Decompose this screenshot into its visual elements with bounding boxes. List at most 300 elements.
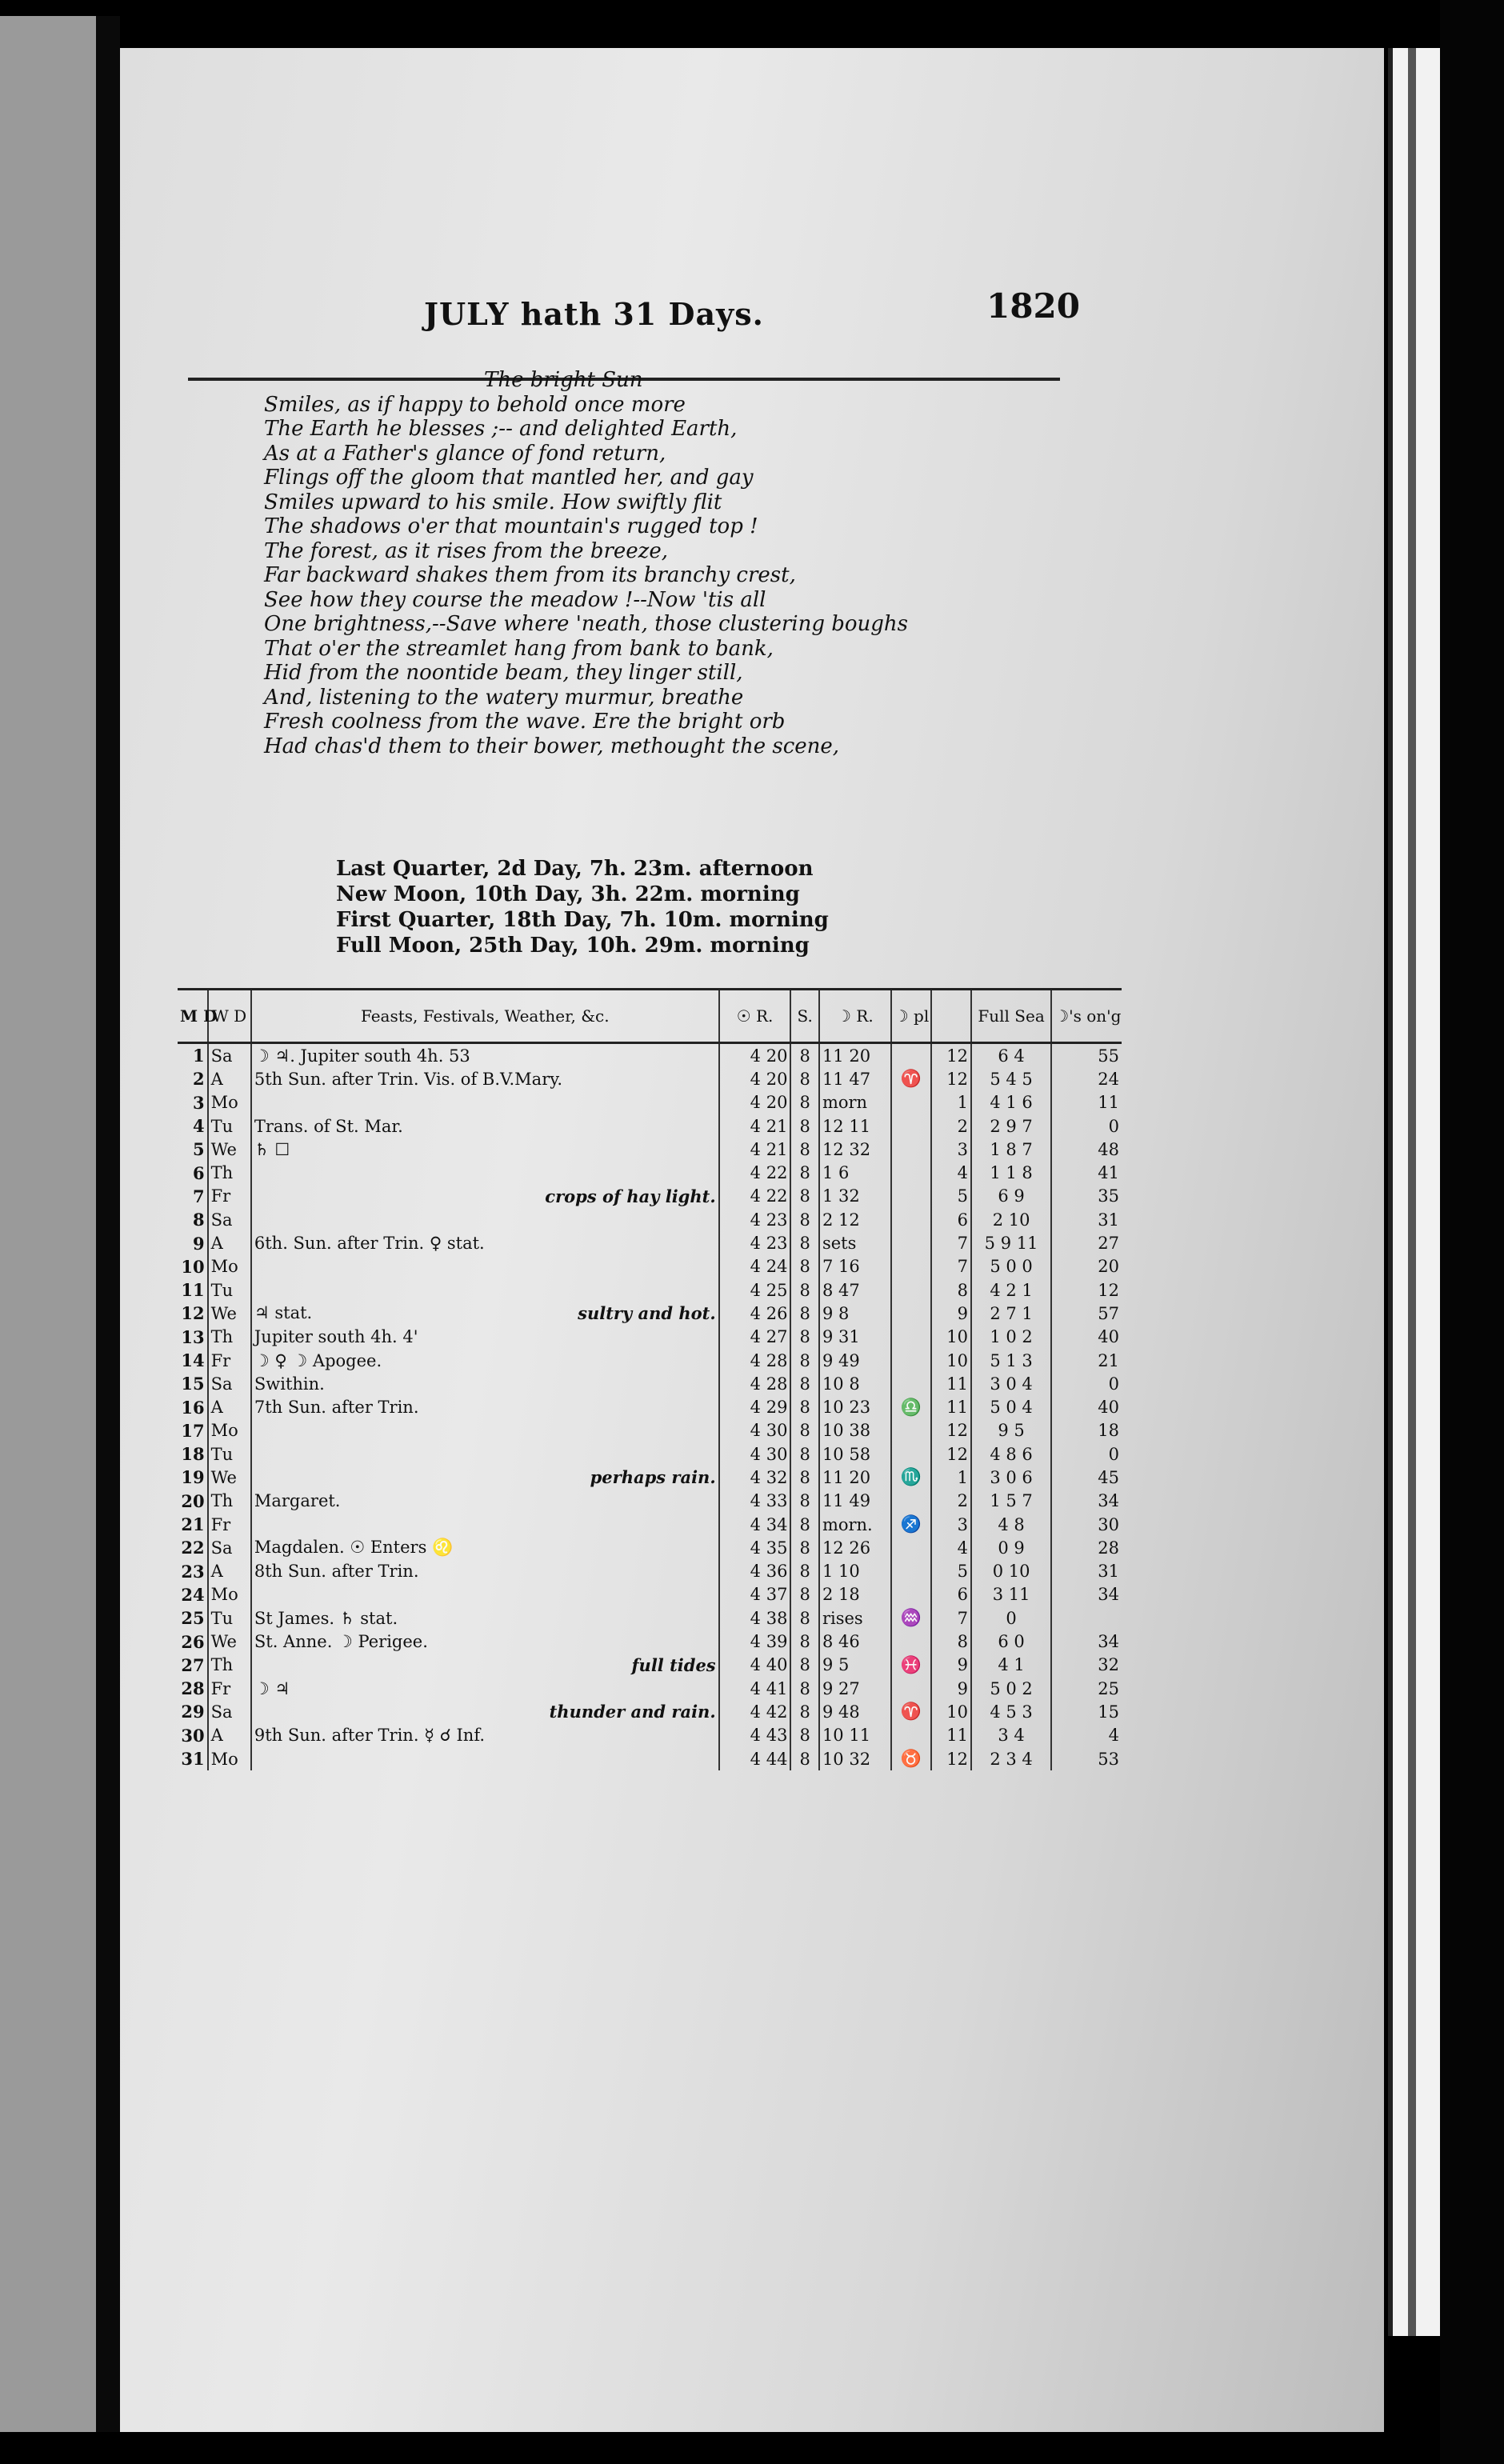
cell-sun-sets: 8 bbox=[790, 1395, 819, 1418]
cell-moon-southing: 41 bbox=[1051, 1161, 1122, 1184]
cell-week-day: A bbox=[208, 1724, 251, 1747]
cell-week-day: Fr bbox=[208, 1677, 251, 1700]
cell-month-day: 2 bbox=[192, 1069, 205, 1090]
cell-full-sea: 0 bbox=[971, 1606, 1051, 1630]
cell-moon-place bbox=[891, 1677, 931, 1700]
cell-month-day: 29 bbox=[181, 1702, 205, 1722]
table-row bbox=[178, 1208, 1122, 1231]
cell-week-day: Tu bbox=[208, 1114, 251, 1138]
cell-moon-rises: morn bbox=[819, 1091, 891, 1114]
poem-line: Hid from the noontide beam, they linger still, bbox=[264, 661, 743, 685]
cell-moon-place bbox=[891, 1349, 931, 1372]
cell-feasts bbox=[251, 1185, 719, 1208]
cell-feasts: ☽ ♀ ☽ Apogee. bbox=[251, 1349, 719, 1372]
cell-week-day: We bbox=[208, 1466, 251, 1489]
poem-line: Fresh coolness from the wave. Ere the bright orb bbox=[264, 710, 786, 734]
cell-sun-sets: 8 bbox=[790, 1724, 819, 1747]
cell-month-day: 23 bbox=[181, 1561, 205, 1582]
cell-moon-rises: 12 26 bbox=[819, 1536, 891, 1559]
cell-full-sea: 5 0 0 bbox=[971, 1255, 1051, 1278]
poem-line: That o'er the streamlet hang from bank to bank, bbox=[264, 636, 774, 661]
cell-full-sea-hour: 2 bbox=[931, 1114, 971, 1138]
page-title: JULY hath 31 Days. bbox=[424, 296, 764, 332]
cell-moon-place bbox=[891, 1091, 931, 1114]
cell-moon-southing: 4 bbox=[1051, 1724, 1122, 1747]
cell-full-sea-hour: 11 bbox=[931, 1395, 971, 1418]
cell-sun-rises: 4 33 bbox=[719, 1490, 791, 1513]
cell-month-day: 5 bbox=[192, 1139, 205, 1160]
cell-moon-rises: 11 20 bbox=[819, 1043, 891, 1068]
cell-full-sea-hour: 5 bbox=[931, 1185, 971, 1208]
cell-moon-rises: 9 31 bbox=[819, 1326, 891, 1349]
table-row bbox=[178, 1372, 1122, 1395]
cell-feasts: ☽ ♃ bbox=[251, 1677, 719, 1700]
cell-sun-rises: 4 23 bbox=[719, 1208, 791, 1231]
cell-moon-place bbox=[891, 1161, 931, 1184]
header-week-day: W D bbox=[208, 990, 251, 1043]
cell-sun-sets: 8 bbox=[790, 1185, 819, 1208]
cell-week-day: Sa bbox=[208, 1536, 251, 1559]
cell-full-sea-hour: 12 bbox=[931, 1442, 971, 1466]
cell-full-sea-hour: 7 bbox=[931, 1255, 971, 1278]
cell-feasts bbox=[251, 1442, 719, 1466]
table-row bbox=[178, 1255, 1122, 1278]
cell-moon-place: ♈ bbox=[891, 1700, 931, 1723]
cell-month-day: 8 bbox=[192, 1210, 205, 1230]
header-sun-sets: S. bbox=[790, 990, 819, 1043]
cell-sun-rises: 4 28 bbox=[719, 1372, 791, 1395]
cell-full-sea-hour: 8 bbox=[931, 1630, 971, 1653]
cell-sun-rises: 4 21 bbox=[719, 1138, 791, 1161]
cell-moon-rises: 9 5 bbox=[819, 1654, 891, 1677]
feast-text: ♃ stat. bbox=[254, 1303, 313, 1323]
scan-border bbox=[1440, 0, 1504, 2464]
cell-feasts bbox=[251, 1513, 719, 1536]
cell-moon-rises: 7 16 bbox=[819, 1255, 891, 1278]
cell-moon-rises: morn. bbox=[819, 1513, 891, 1536]
cell-sun-sets: 8 bbox=[790, 1442, 819, 1466]
cell-feasts: ♄ ☐ bbox=[251, 1138, 719, 1161]
poem-line: Smiles upward to his smile. How swiftly flit bbox=[264, 490, 722, 514]
cell-sun-sets: 8 bbox=[790, 1583, 819, 1606]
cell-full-sea: 4 8 bbox=[971, 1513, 1051, 1536]
cell-full-sea-hour: 10 bbox=[931, 1326, 971, 1349]
cell-moon-place: ♈ bbox=[891, 1067, 931, 1090]
cell-week-day: Th bbox=[208, 1490, 251, 1513]
cell-month-day: 15 bbox=[181, 1374, 205, 1394]
cell-sun-sets: 8 bbox=[790, 1326, 819, 1349]
cell-month-day: 22 bbox=[181, 1538, 205, 1558]
cell-moon-rises: 10 32 bbox=[819, 1747, 891, 1770]
cell-month-day: 13 bbox=[181, 1326, 205, 1347]
cell-full-sea-hour: 6 bbox=[931, 1208, 971, 1231]
table-row bbox=[178, 1583, 1122, 1606]
cell-moon-place bbox=[891, 1490, 931, 1513]
page-year: 1820 bbox=[986, 286, 1080, 326]
cell-full-sea: 3 0 4 bbox=[971, 1372, 1051, 1395]
cell-feasts bbox=[251, 1255, 719, 1278]
header-moon-place: ☽ pl bbox=[891, 990, 931, 1043]
cell-full-sea-hour: 7 bbox=[931, 1231, 971, 1254]
cell-moon-place bbox=[891, 1208, 931, 1231]
cell-moon-place bbox=[891, 1442, 931, 1466]
cell-full-sea-hour: 10 bbox=[931, 1349, 971, 1372]
table-row bbox=[178, 1654, 1122, 1677]
cell-feasts bbox=[251, 1091, 719, 1114]
cell-week-day: A bbox=[208, 1067, 251, 1090]
cell-week-day: Th bbox=[208, 1161, 251, 1184]
right-page-edge-shadow bbox=[1408, 48, 1416, 2336]
cell-moon-place: ♉ bbox=[891, 1747, 931, 1770]
table-row bbox=[178, 1043, 1122, 1068]
cell-week-day: Mo bbox=[208, 1419, 251, 1442]
cell-feasts bbox=[251, 1466, 719, 1489]
cell-feasts bbox=[251, 1654, 719, 1677]
header-feasts: Feasts, Festivals, Weather, &c. bbox=[251, 990, 719, 1043]
calendar-body bbox=[178, 1043, 1122, 1771]
cell-week-day: Tu bbox=[208, 1442, 251, 1466]
cell-feasts: Trans. of St. Mar. bbox=[251, 1114, 719, 1138]
cell-moon-southing: 40 bbox=[1051, 1395, 1122, 1418]
cell-feasts: ☽ ♃. Jupiter south 4h. 53 bbox=[251, 1043, 719, 1068]
table-row bbox=[178, 1349, 1122, 1372]
calendar-table bbox=[178, 988, 1122, 1770]
cell-moon-southing: 53 bbox=[1051, 1747, 1122, 1770]
cell-moon-rises: 9 48 bbox=[819, 1700, 891, 1723]
cell-sun-sets: 8 bbox=[790, 1138, 819, 1161]
cell-sun-rises: 4 42 bbox=[719, 1700, 791, 1723]
cell-moon-rises: 11 20 bbox=[819, 1466, 891, 1489]
cell-week-day: A bbox=[208, 1395, 251, 1418]
cell-sun-rises: 4 38 bbox=[719, 1606, 791, 1630]
cell-moon-rises: 8 46 bbox=[819, 1630, 891, 1653]
table-row bbox=[178, 1419, 1122, 1442]
table-row bbox=[178, 1700, 1122, 1723]
cell-full-sea: 2 3 4 bbox=[971, 1747, 1051, 1770]
cell-sun-rises: 4 27 bbox=[719, 1326, 791, 1349]
poem-line: One brightness,--Save where 'neath, those clustering boughs bbox=[264, 612, 909, 636]
cell-feasts bbox=[251, 1302, 719, 1325]
cell-feasts bbox=[251, 1419, 719, 1442]
cell-moon-southing: 0 bbox=[1051, 1372, 1122, 1395]
cell-sun-sets: 8 bbox=[790, 1654, 819, 1677]
cell-full-sea-hour: 10 bbox=[931, 1700, 971, 1723]
poem bbox=[264, 368, 1064, 758]
cell-week-day: Mo bbox=[208, 1747, 251, 1770]
cell-full-sea: 5 1 3 bbox=[971, 1349, 1051, 1372]
cell-moon-place bbox=[891, 1302, 931, 1325]
cell-sun-sets: 8 bbox=[790, 1536, 819, 1559]
cell-week-day: We bbox=[208, 1630, 251, 1653]
cell-moon-rises: 1 10 bbox=[819, 1560, 891, 1583]
cell-moon-southing: 57 bbox=[1051, 1302, 1122, 1325]
cell-month-day: 9 bbox=[192, 1233, 205, 1254]
cell-full-sea: 9 5 bbox=[971, 1419, 1051, 1442]
cell-month-day: 16 bbox=[181, 1397, 205, 1418]
cell-moon-rises: 10 23 bbox=[819, 1395, 891, 1418]
cell-moon-rises: 8 47 bbox=[819, 1278, 891, 1302]
cell-month-day: 25 bbox=[181, 1608, 205, 1629]
table-row bbox=[178, 1442, 1122, 1466]
cell-moon-place bbox=[891, 1724, 931, 1747]
cell-moon-place: ♓ bbox=[891, 1654, 931, 1677]
cell-sun-sets: 8 bbox=[790, 1747, 819, 1770]
cell-feasts: Swithin. bbox=[251, 1372, 719, 1395]
cell-week-day: Tu bbox=[208, 1278, 251, 1302]
cell-sun-sets: 8 bbox=[790, 1630, 819, 1653]
cell-moon-southing: 30 bbox=[1051, 1513, 1122, 1536]
cell-full-sea: 2 7 1 bbox=[971, 1302, 1051, 1325]
cell-week-day: Mo bbox=[208, 1255, 251, 1278]
cell-full-sea-hour: 12 bbox=[931, 1067, 971, 1090]
cell-month-day: 6 bbox=[192, 1162, 205, 1183]
header-blank bbox=[931, 990, 971, 1043]
cell-month-day: 1 bbox=[192, 1046, 205, 1066]
cell-moon-southing: 0 bbox=[1051, 1442, 1122, 1466]
cell-month-day: 3 bbox=[192, 1092, 205, 1113]
table-row bbox=[178, 1677, 1122, 1700]
header-full-sea: Full Sea bbox=[971, 990, 1051, 1043]
cell-sun-rises: 4 44 bbox=[719, 1747, 791, 1770]
cell-full-sea-hour: 4 bbox=[931, 1161, 971, 1184]
cell-moon-southing: 55 bbox=[1051, 1043, 1122, 1068]
cell-sun-sets: 8 bbox=[790, 1231, 819, 1254]
cell-full-sea: 6 0 bbox=[971, 1630, 1051, 1653]
cell-moon-southing: 0 bbox=[1051, 1114, 1122, 1138]
cell-sun-rises: 4 25 bbox=[719, 1278, 791, 1302]
cell-moon-place bbox=[891, 1278, 931, 1302]
cell-sun-rises: 4 40 bbox=[719, 1654, 791, 1677]
cell-week-day: Tu bbox=[208, 1606, 251, 1630]
cell-sun-sets: 8 bbox=[790, 1700, 819, 1723]
table-row bbox=[178, 1114, 1122, 1138]
cell-moon-southing: 12 bbox=[1051, 1278, 1122, 1302]
cell-feasts: St. Anne. ☽ Perigee. bbox=[251, 1630, 719, 1653]
cell-full-sea: 2 9 7 bbox=[971, 1114, 1051, 1138]
cell-moon-rises: 9 8 bbox=[819, 1302, 891, 1325]
moon-phase-new-moon: New Moon, 10th Day, 3h. 22m. morning bbox=[336, 882, 800, 906]
cell-moon-place bbox=[891, 1255, 931, 1278]
cell-moon-place bbox=[891, 1560, 931, 1583]
cell-month-day: 12 bbox=[181, 1303, 205, 1324]
cell-moon-southing: 18 bbox=[1051, 1419, 1122, 1442]
weather-note: full tides bbox=[631, 1654, 716, 1675]
cell-feasts: 8th Sun. after Trin. bbox=[251, 1560, 719, 1583]
cell-week-day: Th bbox=[208, 1654, 251, 1677]
cell-moon-southing: 21 bbox=[1051, 1349, 1122, 1372]
poem-line: Smiles, as if happy to behold once more bbox=[264, 392, 686, 417]
cell-moon-southing: 45 bbox=[1051, 1466, 1122, 1489]
cell-moon-rises: 2 18 bbox=[819, 1583, 891, 1606]
table-row bbox=[178, 1536, 1122, 1559]
cell-sun-sets: 8 bbox=[790, 1067, 819, 1090]
moon-phase-full-moon: Full Moon, 25th Day, 10h. 29m. morning bbox=[336, 934, 810, 958]
cell-full-sea-hour: 1 bbox=[931, 1091, 971, 1114]
cell-moon-rises: 12 11 bbox=[819, 1114, 891, 1138]
cell-moon-rises: 11 49 bbox=[819, 1490, 891, 1513]
cell-full-sea: 5 9 11 bbox=[971, 1231, 1051, 1254]
cell-feasts: 9th Sun. after Trin. ☿ ☌ Inf. bbox=[251, 1724, 719, 1747]
cell-moon-southing: 27 bbox=[1051, 1231, 1122, 1254]
cell-full-sea-hour: 12 bbox=[931, 1419, 971, 1442]
cell-sun-sets: 8 bbox=[790, 1372, 819, 1395]
poem-line: Flings off the gloom that mantled her, and gay bbox=[264, 466, 754, 490]
cell-month-day: 18 bbox=[181, 1444, 205, 1465]
cell-month-day: 4 bbox=[192, 1116, 205, 1137]
cell-month-day: 28 bbox=[181, 1678, 205, 1699]
table-row bbox=[178, 1560, 1122, 1583]
poem-line: As at a Father's glance of fond return, bbox=[264, 441, 666, 466]
cell-sun-rises: 4 41 bbox=[719, 1677, 791, 1700]
cell-full-sea: 1 5 7 bbox=[971, 1490, 1051, 1513]
cell-full-sea: 3 11 bbox=[971, 1583, 1051, 1606]
table-row bbox=[178, 1395, 1122, 1418]
poem-title: The bright Sun bbox=[484, 368, 643, 392]
cell-sun-rises: 4 37 bbox=[719, 1583, 791, 1606]
cell-full-sea-hour: 3 bbox=[931, 1138, 971, 1161]
cell-full-sea-hour: 5 bbox=[931, 1560, 971, 1583]
cell-moon-rises: 9 27 bbox=[819, 1677, 891, 1700]
cell-week-day: Mo bbox=[208, 1091, 251, 1114]
weather-note: crops of hay light. bbox=[545, 1186, 716, 1206]
table-row bbox=[178, 1466, 1122, 1489]
cell-moon-rises: sets bbox=[819, 1231, 891, 1254]
weather-note: thunder and rain. bbox=[549, 1702, 716, 1722]
cell-moon-place bbox=[891, 1630, 931, 1653]
cell-week-day: Mo bbox=[208, 1583, 251, 1606]
poem-line: Far backward shakes them from its branchy crest, bbox=[264, 563, 796, 587]
poem-line: Had chas'd them to their bower, methought the scene, bbox=[264, 734, 840, 758]
cell-moon-rises: 10 58 bbox=[819, 1442, 891, 1466]
cell-moon-place bbox=[891, 1043, 931, 1068]
cell-moon-southing: 35 bbox=[1051, 1185, 1122, 1208]
cell-week-day: Fr bbox=[208, 1513, 251, 1536]
cell-feasts bbox=[251, 1583, 719, 1606]
cell-full-sea-hour: 7 bbox=[931, 1606, 971, 1630]
header-sun-rises: ☉ R. bbox=[719, 990, 791, 1043]
cell-month-day: 21 bbox=[181, 1514, 205, 1535]
cell-moon-southing: 34 bbox=[1051, 1490, 1122, 1513]
cell-month-day: 31 bbox=[181, 1749, 205, 1770]
cell-moon-place bbox=[891, 1138, 931, 1161]
cell-week-day: Sa bbox=[208, 1700, 251, 1723]
cell-moon-southing: 40 bbox=[1051, 1326, 1122, 1349]
table-row bbox=[178, 1490, 1122, 1513]
cell-sun-rises: 4 23 bbox=[719, 1231, 791, 1254]
poem-line: The shadows o'er that mountain's rugged top ! bbox=[264, 514, 758, 538]
cell-moon-place bbox=[891, 1372, 931, 1395]
cell-moon-place: ♏ bbox=[891, 1466, 931, 1489]
cell-sun-sets: 8 bbox=[790, 1114, 819, 1138]
cell-full-sea-hour: 9 bbox=[931, 1302, 971, 1325]
cell-month-day: 14 bbox=[181, 1350, 205, 1370]
poem-lines bbox=[264, 393, 1064, 759]
cell-moon-rises: 10 8 bbox=[819, 1372, 891, 1395]
cell-week-day: Fr bbox=[208, 1349, 251, 1372]
cell-sun-sets: 8 bbox=[790, 1466, 819, 1489]
cell-moon-place bbox=[891, 1231, 931, 1254]
cell-full-sea: 1 1 8 bbox=[971, 1161, 1051, 1184]
cell-week-day: Sa bbox=[208, 1208, 251, 1231]
cell-moon-place bbox=[891, 1326, 931, 1349]
cell-month-day: 20 bbox=[181, 1490, 205, 1511]
cell-full-sea: 4 5 3 bbox=[971, 1700, 1051, 1723]
cell-month-day: 17 bbox=[181, 1420, 205, 1441]
table-header-row bbox=[178, 990, 1122, 1043]
cell-sun-sets: 8 bbox=[790, 1513, 819, 1536]
cell-moon-southing: 20 bbox=[1051, 1255, 1122, 1278]
cell-sun-sets: 8 bbox=[790, 1419, 819, 1442]
cell-full-sea: 5 0 2 bbox=[971, 1677, 1051, 1700]
cell-full-sea-hour: 11 bbox=[931, 1372, 971, 1395]
cell-week-day: Fr bbox=[208, 1185, 251, 1208]
cell-sun-rises: 4 28 bbox=[719, 1349, 791, 1372]
cell-sun-sets: 8 bbox=[790, 1606, 819, 1630]
cell-sun-rises: 4 30 bbox=[719, 1419, 791, 1442]
cell-moon-southing: 48 bbox=[1051, 1138, 1122, 1161]
header-moon-rises: ☽ R. bbox=[819, 990, 891, 1043]
cell-full-sea: 6 4 bbox=[971, 1043, 1051, 1068]
cell-full-sea: 5 0 4 bbox=[971, 1395, 1051, 1418]
cell-full-sea: 0 9 bbox=[971, 1536, 1051, 1559]
cell-month-day: 30 bbox=[181, 1725, 205, 1746]
cell-moon-southing: 32 bbox=[1051, 1654, 1122, 1677]
cell-full-sea: 3 0 6 bbox=[971, 1466, 1051, 1489]
poem-line: The Earth he blesses ;-- and delighted Earth, bbox=[264, 417, 738, 441]
cell-moon-rises: 1 6 bbox=[819, 1161, 891, 1184]
cell-sun-rises: 4 30 bbox=[719, 1442, 791, 1466]
poem-line: And, listening to the watery murmur, breathe bbox=[264, 685, 744, 710]
cell-feasts bbox=[251, 1278, 719, 1302]
table-row bbox=[178, 1185, 1122, 1208]
poem-line: See how they course the meadow !--Now 'tis all bbox=[264, 587, 766, 612]
weather-note: sultry and hot. bbox=[578, 1303, 716, 1324]
table-row bbox=[178, 1630, 1122, 1653]
cell-moon-rises: 1 32 bbox=[819, 1185, 891, 1208]
cell-full-sea-hour: 1 bbox=[931, 1466, 971, 1489]
moon-phases bbox=[336, 856, 992, 958]
cell-moon-rises: 11 47 bbox=[819, 1067, 891, 1090]
cell-week-day: A bbox=[208, 1231, 251, 1254]
table-row bbox=[178, 1067, 1122, 1090]
cell-sun-sets: 8 bbox=[790, 1043, 819, 1068]
cell-sun-rises: 4 35 bbox=[719, 1536, 791, 1559]
cell-full-sea: 6 9 bbox=[971, 1185, 1051, 1208]
cell-moon-rises: 12 32 bbox=[819, 1138, 891, 1161]
cell-sun-sets: 8 bbox=[790, 1302, 819, 1325]
moon-phase-first-quarter: First Quarter, 18th Day, 7h. 10m. morning bbox=[336, 908, 829, 932]
cell-sun-rises: 4 22 bbox=[719, 1161, 791, 1184]
cell-feasts bbox=[251, 1208, 719, 1231]
cell-month-day: 24 bbox=[181, 1584, 205, 1605]
cell-moon-southing: 34 bbox=[1051, 1630, 1122, 1653]
cell-moon-place bbox=[891, 1185, 931, 1208]
cell-moon-place bbox=[891, 1419, 931, 1442]
cell-feasts: 5th Sun. after Trin. Vis. of B.V.Mary. bbox=[251, 1067, 719, 1090]
cell-sun-rises: 4 20 bbox=[719, 1067, 791, 1090]
cell-sun-rises: 4 24 bbox=[719, 1255, 791, 1278]
cell-full-sea-hour: 9 bbox=[931, 1654, 971, 1677]
cell-moon-southing: 11 bbox=[1051, 1091, 1122, 1114]
table-row bbox=[178, 1606, 1122, 1630]
cell-week-day: Sa bbox=[208, 1043, 251, 1068]
cell-full-sea-hour: 2 bbox=[931, 1490, 971, 1513]
table-row bbox=[178, 1091, 1122, 1114]
cell-sun-rises: 4 20 bbox=[719, 1091, 791, 1114]
cell-sun-sets: 8 bbox=[790, 1677, 819, 1700]
cell-moon-place bbox=[891, 1583, 931, 1606]
cell-week-day: We bbox=[208, 1138, 251, 1161]
